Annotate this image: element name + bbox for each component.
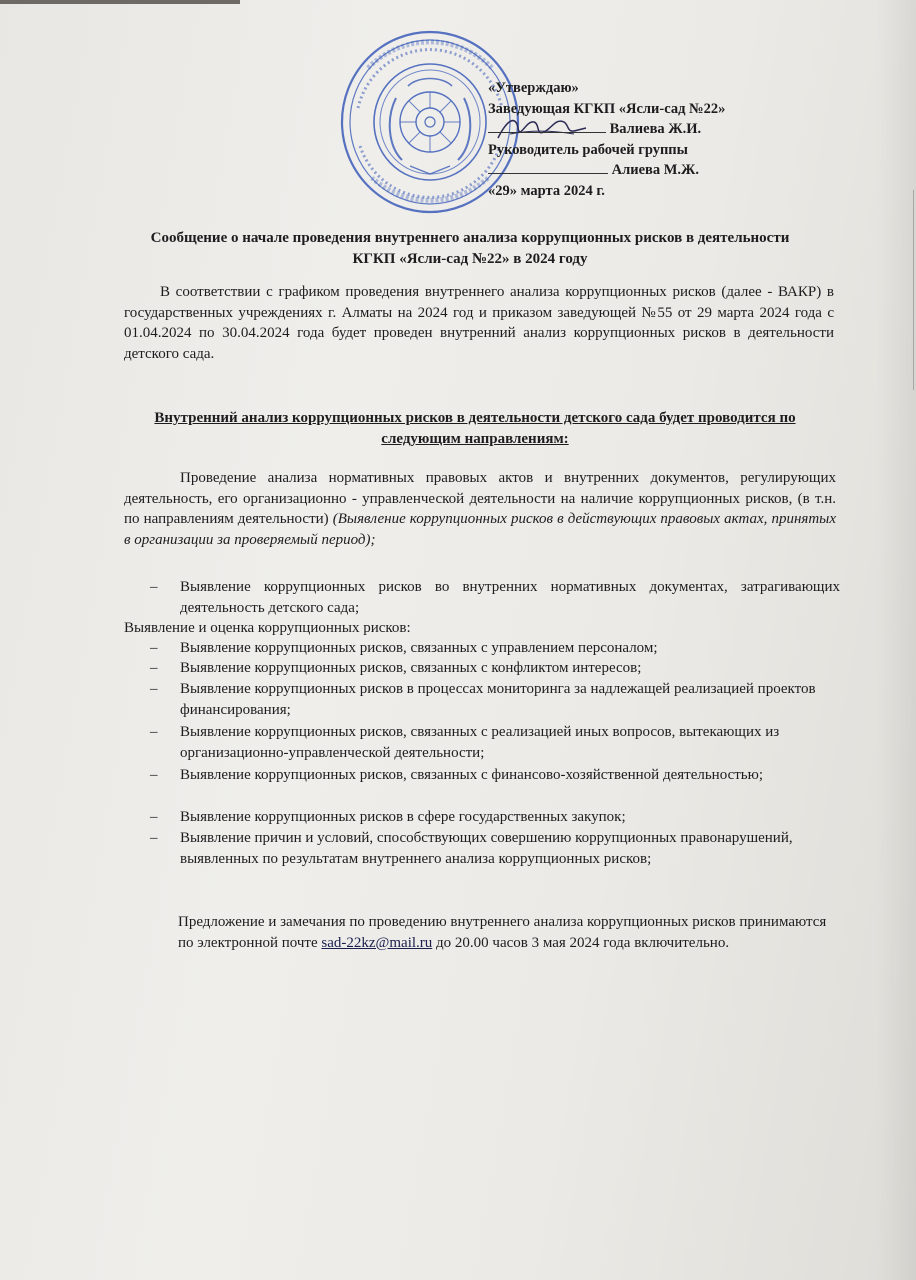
section-subheading: Внутренний анализ коррупционных рисков в деятельности детского сада будет проводится по следующим направлениям: [154,410,796,447]
analysis-paragraph-text: Проведение анализа нормативных правовых актов и внутренних документов, регулирующих деятельность, его организационно - управленческой деятельности на наличие коррупционных рисков, (в т.н. по направлениям деятельности) [124,470,836,527]
closing-deadline: до 20.00 часов 3 мая 2024 года включительно. [436,934,730,951]
dash-bullet: – [150,724,158,740]
list-item [124,577,840,618]
list-item-text: Выявление коррупционных рисков во внутренних нормативных документах, затрагивающих деятельность детского сада; [180,579,840,616]
dash-bullet: – [150,767,158,783]
approval-heading: «Утверждаю» [488,80,579,96]
list-item-text: Выявление коррупционных рисков, связанных с конфликтом интересов; [180,660,642,676]
dash-bullet: – [150,579,158,595]
list-item [124,807,840,828]
list-item-text: Выявление причин и условий, способствующих совершению коррупционных правонарушений, выявленных по результатам внутреннего анализа коррупционных рисков; [180,830,793,867]
approval-group-role: Руководитель рабочей группы [488,141,688,158]
list-item-text: Выявление коррупционных рисков в сфере государственных закупок; [180,809,626,825]
approval-head-line [488,119,788,140]
email-link[interactable]: sad-22kz@mail.ru [321,934,433,951]
dash-bullet: – [150,660,158,676]
approval-group-line [488,160,788,181]
list-item [124,828,840,869]
dash-bullet: – [150,640,158,656]
page-edge [0,0,240,4]
analysis-paragraph [124,468,836,550]
closing-text: Предложение и замечания по проведению внутреннего анализа коррупционных рисков принимаются по электронной почте [178,914,827,951]
signature-line [488,121,606,133]
page-edge-marks [899,190,914,390]
list-item [124,658,840,679]
list-item-text: Выявление коррупционных рисков, связанных с управлением персоналом; [180,640,658,656]
dash-bullet: – [150,830,158,846]
list-item [124,722,840,763]
approval-group-name: Алиева М.Ж. [611,162,700,178]
approval-date: «29» марта 2024 г. [488,182,605,199]
approval-position: Заведующая КГКП «Ясли-сад №22» [488,100,726,117]
dash-bullet: – [150,681,158,697]
list-item [124,638,840,659]
analysis-paragraph-italic: (Выявление коррупционных рисков в действующих правовых актах, принятых в организации за проверяемый период); [124,511,837,548]
approval-block [488,78,788,201]
intro-paragraph: В соответствии с графиком проведения внутреннего анализа коррупционных рисков (далее - ВАКР) в государственных учреждениях г. Алматы на 2024 год и приказом заведующей №55 от 29 марта 2024 года с 01.04.2024 по 30.04.2024 года будет проведен внутренний анализ коррупционных рисков в деятельности детского сада. [124,284,834,362]
list-item-text: Выявление коррупционных рисков, связанных с финансово-хозяйственной деятельностью; [180,767,764,783]
risk-assessment-heading: Выявление и оценка коррупционных рисков: [124,620,411,636]
list-item-text: Выявление коррупционных рисков, связанных с реализацией иных вопросов, вытекающих из организационно-управленческой деятельности; [180,724,780,761]
dash-bullet: – [150,809,158,825]
list-item [124,765,840,786]
signature-line [488,162,608,174]
document-title: Сообщение о начале проведения внутреннего анализа коррупционных рисков в деятельности КГКП «Ясли-сад №22» в 2024 году [150,230,790,267]
list-item-text: Выявление коррупционных рисков в процессах мониторинга за надлежащей реализацией проектов финансирования; [180,681,816,718]
approval-head-name: Валиева Ж.И. [609,121,702,137]
list-item [124,679,840,720]
closing-paragraph [178,912,828,953]
